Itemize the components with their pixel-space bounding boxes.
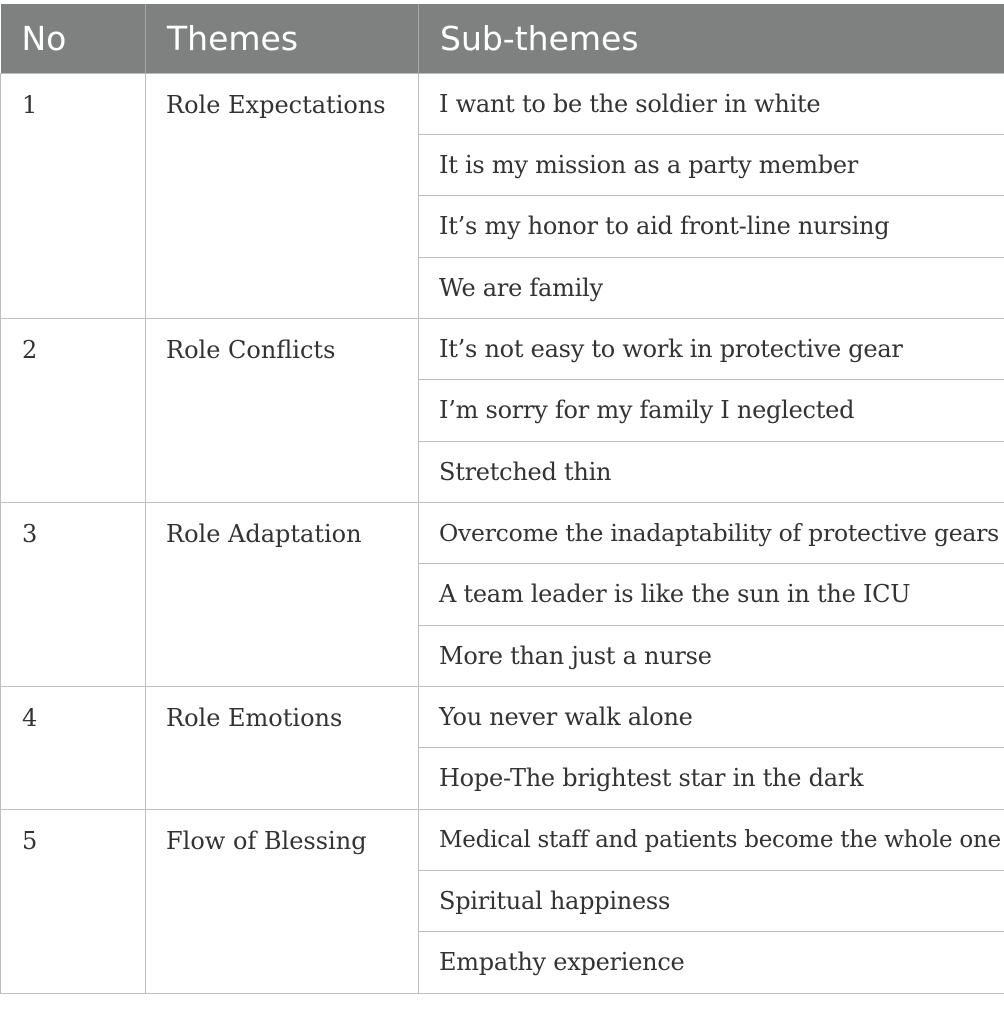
theme-number: 4: [1, 686, 146, 809]
theme-number: 1: [1, 73, 146, 318]
subtheme-cell: Stretched thin: [419, 441, 1004, 502]
subtheme-cell: We are family: [419, 257, 1004, 318]
themes-table: [0, 4, 1004, 994]
subtheme-cell: Spiritual happiness: [419, 870, 1004, 931]
subtheme-cell: Hope-The brightest star in the dark: [419, 748, 1004, 809]
subtheme-cell: Medical staff and patients become the whole one: [419, 809, 1004, 870]
table-row: [1, 502, 1004, 563]
subtheme-cell: It’s not easy to work in protective gear: [419, 318, 1004, 379]
theme-name: Role Expectations: [146, 73, 419, 318]
subtheme-cell: You never walk alone: [419, 686, 1004, 747]
header-themes: Themes: [146, 4, 419, 73]
table-row: [1, 809, 1004, 870]
subtheme-cell: I want to be the soldier in white: [419, 73, 1004, 134]
subtheme-cell: A team leader is like the sun in the ICU: [419, 564, 1004, 625]
theme-name: Role Conflicts: [146, 318, 419, 502]
header-no: No: [1, 4, 146, 73]
subtheme-cell: It’s my honor to aid front-line nursing: [419, 196, 1004, 257]
subtheme-cell: Empathy experience: [419, 932, 1004, 993]
theme-number: 3: [1, 502, 146, 686]
table-row: [1, 73, 1004, 134]
theme-name: Role Emotions: [146, 686, 419, 809]
header-subthemes: Sub-themes: [419, 4, 1004, 73]
theme-number: 5: [1, 809, 146, 993]
theme-name: Flow of Blessing: [146, 809, 419, 993]
table-row: [1, 686, 1004, 747]
table-row: [1, 318, 1004, 379]
subtheme-cell: It is my mission as a party member: [419, 134, 1004, 195]
theme-number: 2: [1, 318, 146, 502]
subtheme-cell: I’m sorry for my family I neglected: [419, 380, 1004, 441]
subtheme-cell: Overcome the inadaptability of protective gears: [419, 502, 1004, 563]
theme-name: Role Adaptation: [146, 502, 419, 686]
header-row: [1, 4, 1004, 73]
subtheme-cell: More than just a nurse: [419, 625, 1004, 686]
